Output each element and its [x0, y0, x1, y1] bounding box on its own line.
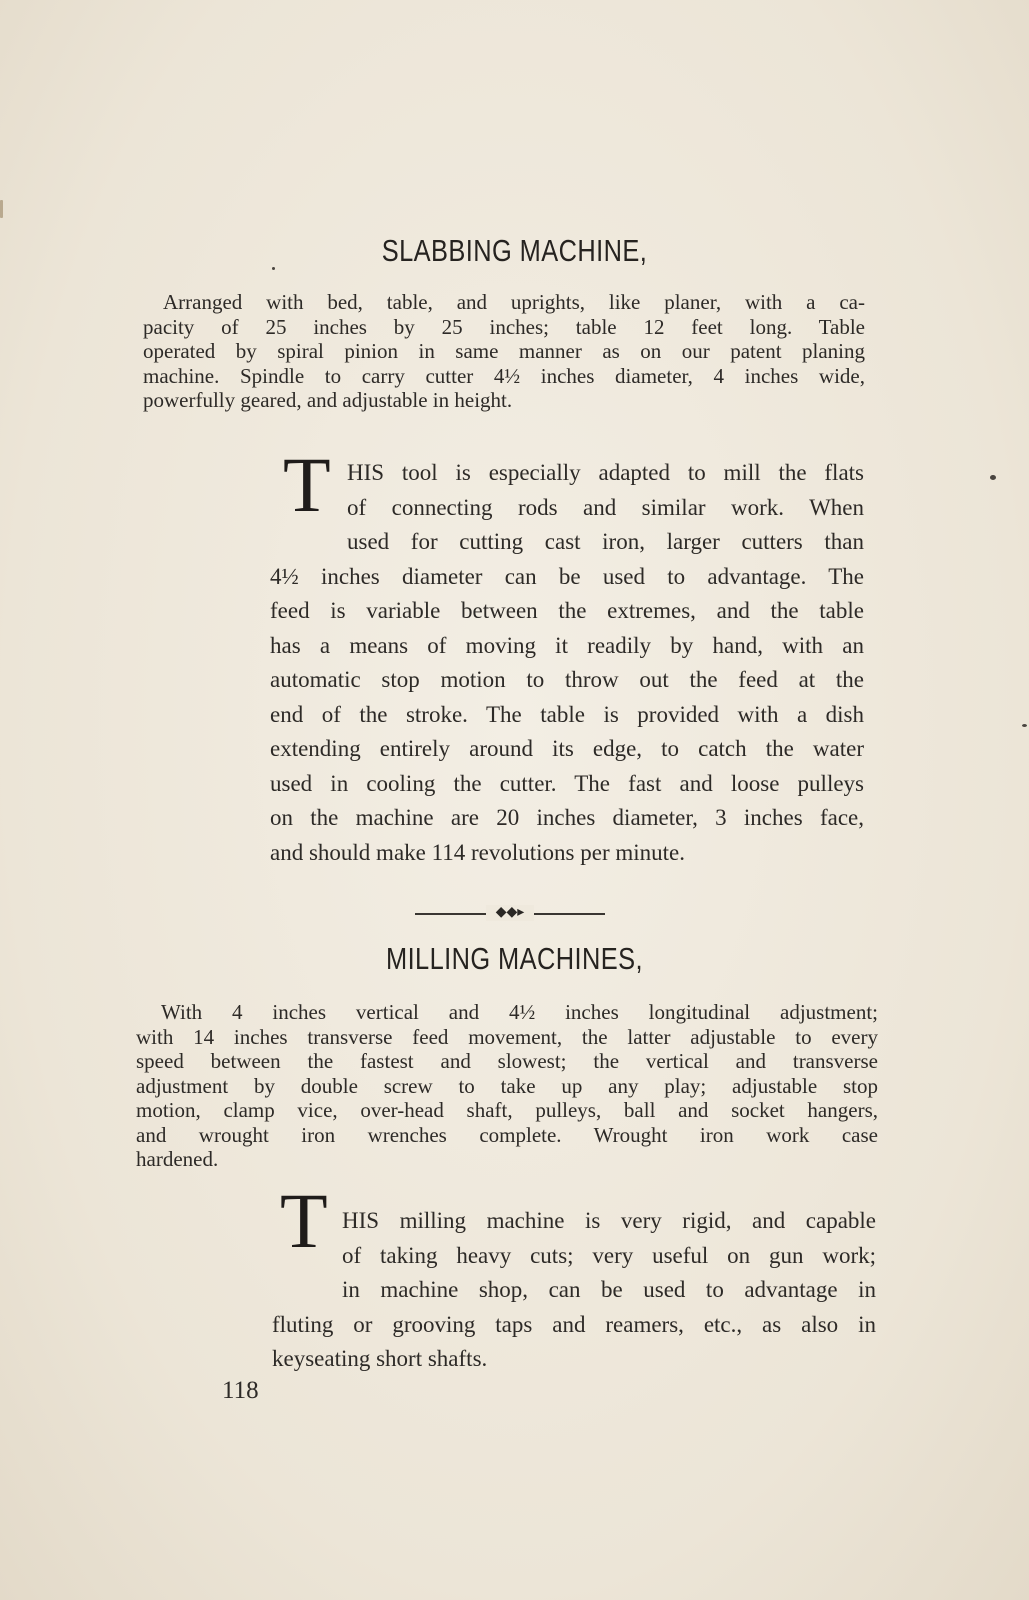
paper-speck [0, 200, 3, 218]
body-line: used for cutting cast iron, larger cutters than [347, 529, 864, 554]
spec-line: operated by spiral pinion in same manner as on our patent planing [143, 339, 865, 363]
spec-line: With 4 inches vertical and 4½ inches longitudinal adjustment; [161, 1000, 878, 1024]
paper-speck [1022, 724, 1027, 727]
section-title-slabbing: SLABBING MACHINE, [381, 233, 648, 268]
spec-line: and wrought iron wrenches complete. Wrought iron work case [136, 1122, 878, 1147]
body-line: in machine shop, can be used to advantage in [342, 1277, 876, 1302]
spec-line: adjustment by double screw to take up any play; adjustable stop [136, 1073, 878, 1098]
body-line: end of the stroke. The table is provided with a dish [270, 701, 864, 727]
spec-line: with 14 inches transverse feed movement, the latter adjustable to every [136, 1024, 878, 1049]
body-line: 4½ inches diameter can be used to advantage. The [270, 563, 864, 589]
divider-ornament-icon: ◆◆▸ [486, 905, 534, 921]
body-line: of taking heavy cuts; very useful on gun work; [342, 1242, 876, 1268]
spec-line: speed between the fastest and slowest; the vertical and transverse [136, 1049, 878, 1073]
page-number: 118 [222, 1377, 259, 1404]
body-line: and should make 114 revolutions per minute. [270, 839, 685, 865]
body-line: HIS milling machine is very rigid, and capable [342, 1208, 876, 1233]
body-line: automatic stop motion to throw out the feed at the [270, 667, 864, 692]
drop-cap-letter: T [280, 1177, 328, 1264]
spec-line: powerfully geared, and adjustable in height. [143, 388, 513, 412]
milling-body [272, 1204, 876, 1377]
spec-line: Arranged with bed, table, and uprights, like planer, with a ca- [163, 290, 865, 314]
body-line: extending entirely around its edge, to catch the water [270, 736, 864, 761]
body-line: used in cooling the cutter. The fast and loose pulleys [270, 770, 864, 796]
body-line: on the machine are 20 inches diameter, 3 inches face, [270, 805, 864, 830]
body-line: keyseating short shafts. [272, 1346, 488, 1371]
body-line: feed is variable between the extremes, and the table [270, 598, 864, 623]
spec-line: motion, clamp vice, over-head shaft, pulleys, ball and socket hangers, [136, 1098, 878, 1122]
spec-line: machine. Spindle to carry cutter 4½ inches diameter, 4 inches wide, [143, 363, 865, 388]
milling-spec [136, 1000, 878, 1172]
slabbing-spec [143, 290, 865, 413]
body-line: has a means of moving it readily by hand, with an [270, 632, 864, 658]
body-line: HIS tool is especially adapted to mill the flats [347, 460, 864, 485]
body-line: fluting or grooving taps and reamers, etc., as also in [272, 1311, 876, 1337]
slabbing-body [270, 456, 864, 870]
spec-line: hardened. [136, 1147, 219, 1171]
body-line: of connecting rods and similar work. When [347, 494, 864, 520]
spec-line: pacity of 25 inches by 25 inches; table 12 feet long. Table [143, 314, 865, 339]
drop-cap-letter: T [283, 441, 331, 528]
paper-speck [272, 267, 275, 270]
paper-speck [990, 475, 996, 480]
section-title-milling: MILLING MACHINES, [386, 941, 643, 976]
